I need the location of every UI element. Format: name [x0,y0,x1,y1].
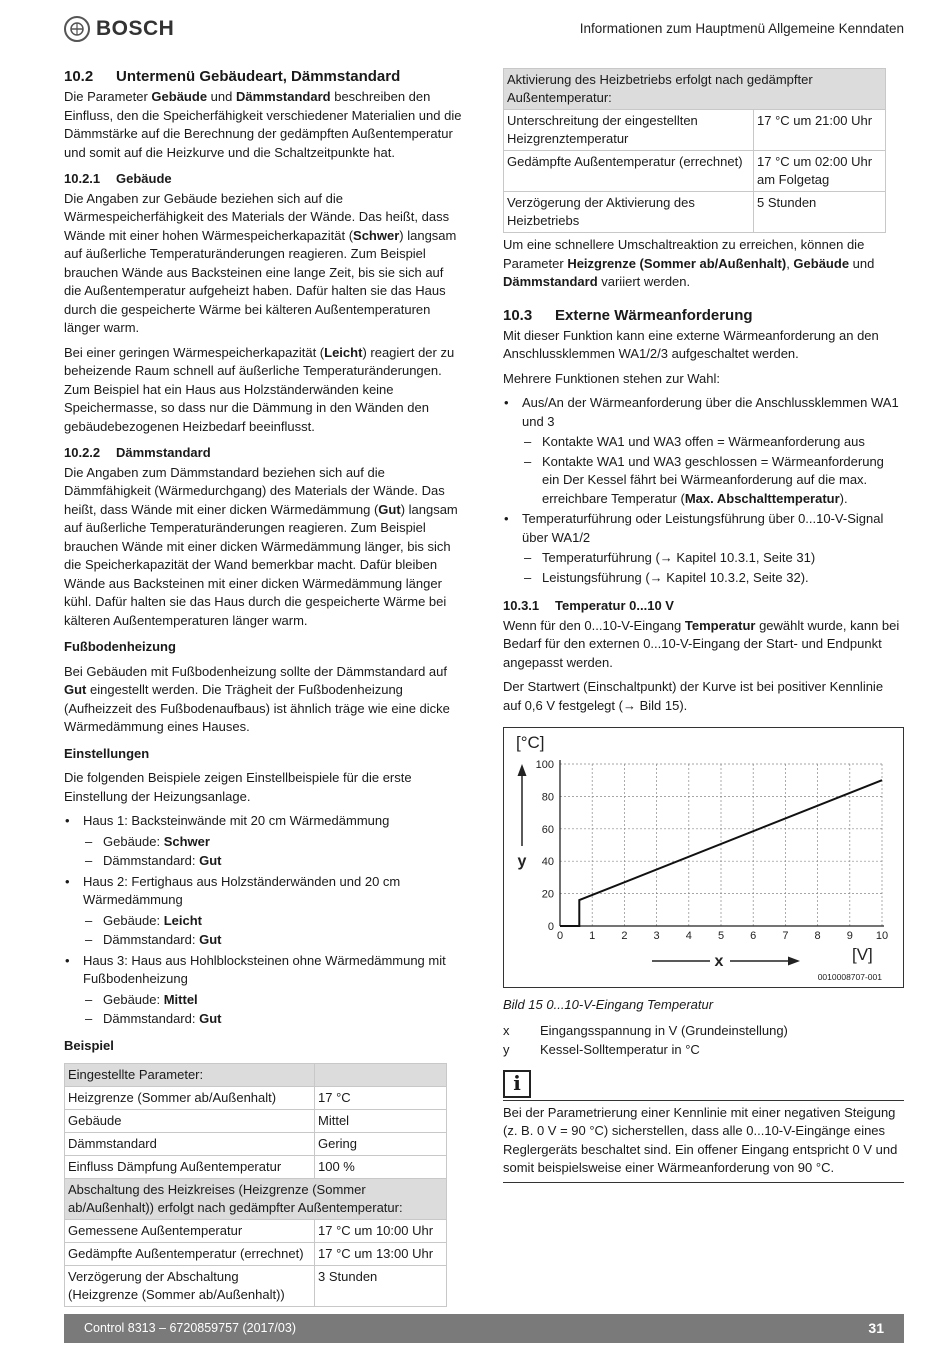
x-axis-label: x [714,953,724,970]
paragraph-gebaeude: Die Angaben zur Gebäude beziehen sich auf die Wärmespeicherfähigkeit des Materials der Wände. Das heißt, dass Wände mit einer hohen Wärmespeicherkapazität (Schwer) langsam auf äußerliche Temperaturänderungen reagieren. Zum Beispiel brauchen Wände aus Backsteinen eine lange Zeit, bis sie sich auf die Außentemperatur aufgeheizt haben. Dafür halten sie das Haus durch die gespeicherte Wärme bei kälteren Außentemperaturen länger warm. [64,190,457,335]
section-10-3-heading: 10.3 Externe Wärmeanforderung [503,306,753,324]
table-row: Einfluss Dämpfung Außentemperatur 100 % [65,1156,447,1179]
list-item: – Dämmstandard: Gut [83,931,464,950]
paragraph-daemmstandard: Die Angaben zum Dämmstandard beziehen sich auf die Dämmfähigkeit (Wärmedurchgang) des Materials der Wände. Das heißt, dass Wände mit einer dicken Wärmedämmung (Gut) langsam auf äußerliche Temperaturänderungen reagieren. Zum Beispiel brauchen Wände mit einer dicken Wärmedämmung länger, bis sich die Speicherkapazität der Wand bemerkbar macht. Dafür bleiben Wände aus Backsteinen mit einer dicken Wärmedämmung länger kühl. Dafür halten sie das Haus durch die gespeicherte Wärme bei kälteren Außentemperaturen länger warm. [64,464,458,628]
table-row: Gedämpfte Außentemperatur (errechnet) 17 °C um 02:00 Uhr am Folgetag [504,151,886,192]
x-tick-label: 9 [846,930,853,942]
page-footer [64,1314,904,1343]
x-tick-label: 2 [621,930,628,942]
table-row: Eingestellte Parameter: [65,1064,447,1087]
table-row: Dämmstandard Gering [65,1133,447,1156]
list-item: – Dämmstandard: Gut [83,852,464,871]
list-item: – Gebäude: Schwer [83,833,464,852]
y-tick-label: 60 [541,823,554,836]
paragraph-einstellungen: Die folgenden Beispiele zeigen Einstellbeispiele für die erste Einstellung der Heizungsanlage. [64,770,412,804]
left-column [64,64,464,1307]
chart-svg [504,728,902,986]
x-tick-label: 7 [782,930,789,942]
function-list [503,394,903,587]
table-row: Gebäude Mittel [65,1110,447,1133]
info-text: Bei der Parametrierung einer Kennlinie mit einer negativen Steigung (z. B. 0 V = 90 °C) sicherstellen, dass alle 0...10-V-Eingänge eines Reglergeräts beschaltet sind. Ein offener Eingang entspricht 0 V und somit beispielsweise einer Wärmeanforderung von 90 °C. [503,1104,898,1175]
table-row: Verzögerung der Aktivierung des Heizbetriebs 5 Stunden [504,192,886,233]
list-item: – Gebäude: Mittel [83,991,464,1010]
link-kapitel-10-3-1[interactable]: – Temperaturführung (→ Kapitel 10.3.1, Seite 31) [522,549,903,568]
list-item: – Dämmstandard: Gut [83,1010,464,1029]
figure-code: 0010008707-001 [817,972,882,982]
info-divider [503,1100,904,1101]
heading-fussbodenheizung: Fußbodenheizung [64,639,176,654]
bosch-armature-icon [64,16,90,42]
x-tick-label: 0 [556,930,564,942]
paragraph-funktionen: Mehrere Funktionen stehen zur Wahl: [503,370,721,386]
section-10-3-1-heading: 10.3.1 Temperatur 0...10 V [503,598,674,613]
list-item: • Temperaturführung oder Leistungsführung über 0...10-V-Signal über WA1/2 – Temperaturführung (→ Kapitel 10.3.1, Seite 31) – Leistungsführung (→ Kapitel 10.3.2, Seite 32). [503,510,903,587]
example-parameter-table [64,1063,447,1307]
bosch-logo [64,16,174,42]
list-item: – Kontakte WA1 und WA3 geschlossen = Wärmeanforderung ein Der Kessel fährt bei Wärmeanforderung auf die max. erreichbare Temperatur (Max. Abschalttemperatur). [522,453,903,509]
x-tick-label: 1 [589,930,596,942]
x-tick-label: 5 [717,930,725,942]
page-header [0,0,950,60]
x-tick-label: 10 [875,930,889,942]
x-unit-label: [V] [852,945,873,964]
x-tick-label: 3 [653,930,660,942]
y-axis-label: y [517,853,527,870]
table-row: Verzögerung der Abschaltung (Heizgrenze (Sommer ab/Außenhalt)) 3 Stunden [65,1266,447,1307]
section-10-2-1-heading: 10.2.1 Gebäude [64,171,172,186]
heading-beispiel: Beispiel [64,1037,114,1053]
table-row: Gemessene Außentemperatur 17 °C um 10:00 Uhr [65,1220,447,1243]
x-tick-label: 6 [750,930,757,942]
paragraph-extern: Mit dieser Funktion kann eine externe Wärmeanforderung an den Anschlussklemmen WA1/2/3 aufgeschaltet werden. [503,327,879,361]
paragraph-fussbodenheizung: Bei Gebäuden mit Fußbodenheizung sollte der Dämmstandard auf Gut eingestellt werden. Die Trägheit der Fußbodenheizung (Aufheizzeit des Fußbodenaufbaus) ist ähnlich träge wie eine dicke Wärmedämmung eines Hauses. [64,663,450,734]
table-row: Abschaltung des Heizkreises (Heizgrenze (Sommer ab/Außenhalt)) erfolgt nach gedämpfter Außentemperatur: [65,1179,447,1220]
house-list [64,812,464,1029]
section-10-2-heading: 10.2 Untermenü Gebäudeart, Dämmstandard [64,68,401,85]
figure-caption: Bild 15 0...10-V-Eingang Temperatur [503,997,714,1012]
table-row: Aktivierung des Heizbetriebs erfolgt nach gedämpfter Außentemperatur: [504,69,886,110]
list-item: • Haus 1: Backsteinwände mit 20 cm Wärmedämmung – Gebäude: Schwer – Dämmstandard: Gut [64,812,464,871]
paragraph-leicht: Bei einer geringen Wärmespeicherkapazität (Leicht) reagiert der zu beheizende Raum schnell auf äußerliche Temperaturänderungen. Zum Beispiel hat ein Haus aus Holzständerwänden keine Speichermasse, so dass nur die Dämmung in den Wänden den gebäudebezogenen Heizbedarf beeinflusst. [64,344,455,434]
footer-text: Control 8313 – 6720859757 (2017/03) [84,1321,296,1336]
paragraph-intro: Die Parameter Gebäude und Dämmstandard beschreiben den Einfluss, den die Speicherfähigkeit verschiedener Materialien und die Dämmstärke auf die Berechnung der gedämpften Außentemperatur und somit auf die Heizkurve und die Schaltzeitpunkte hat. [64,89,462,160]
info-note [503,1070,904,1184]
header-title: Informationen zum Hauptmenü Allgemeine Kenndaten [579,21,904,36]
legend-x: x Eingangsspannung in V (Grundeinstellung) [503,1022,788,1038]
right-column [503,64,903,1183]
list-item: – Kontakte WA1 und WA3 offen = Wärmeanforderung aus [522,433,903,452]
list-item: • Haus 3: Haus aus Hohlblocksteinen ohne Wärmedämmung mit Fußbodenheizung – Gebäude: Mittel – Dämmstandard: Gut [64,952,464,1029]
paragraph-temperatur: Wenn für den 0...10-V-Eingang Temperatur gewählt wurde, kann bei Bedarf für den externen 0...10-V-Eingang der Start- und Endpunkt angepasst werden. [503,617,900,670]
y-tick-label: 40 [541,856,554,869]
x-arrow-head-icon [788,957,800,966]
chart-0-10v-temperature [503,727,904,988]
y-tick-label: 0 [547,921,554,933]
list-item: – Gebäude: Leicht [83,912,464,931]
page-number: 31 [868,1320,884,1337]
paragraph-startwert: Der Startwert (Einschaltpunkt) der Kurve ist bei positiver Kennlinie auf 0,6 V festgelegt (→ Bild 15). [503,679,884,713]
section-10-2-2-heading: 10.2.2 Dämmstandard [64,445,211,460]
y-arrow-head-icon [518,764,527,776]
y-tick-label: 100 [535,759,554,771]
table-row: Unterschreitung der eingestellten Heizgrenztemperatur 17 °C um 21:00 Uhr [504,110,886,151]
x-tick-label: 8 [814,930,821,942]
list-item: • Aus/An der Wärmeanforderung über die Anschlussklemmen WA1 und 3 – Kontakte WA1 und WA3 offen = Wärmeanforderung aus – Kontakte WA1 und WA3 geschlossen = Wärmeanforderung ein Der Kessel fährt bei Wärmeanforderung auf die max. erreichbare Temperatur (Max. Abschalttemperatur). [503,394,903,508]
info-icon: i [503,1070,531,1098]
paragraph-umschalt: Um eine schnellere Umschaltreaktion zu erreichen, können die Parameter Heizgrenze (Sommer ab/Außenhalt), Gebäude und Dämmstandard variiert werden. [503,237,875,289]
brand-name: BOSCH [96,16,175,40]
y-tick-label: 80 [541,791,554,804]
activation-table [503,68,886,233]
table-row: Heizgrenze (Sommer ab/Außenhalt) 17 °C [65,1087,447,1110]
x-tick-label: 4 [685,930,692,942]
y-unit-label: [°C] [516,733,545,752]
table-row: Gedämpfte Außentemperatur (errechnet) 17 °C um 13:00 Uhr [65,1243,447,1266]
list-item: • Haus 2: Fertighaus aus Holzständerwänden und 20 cm Wärmedämmung – Gebäude: Leicht – Dämmstandard: Gut [64,873,464,950]
heading-einstellungen: Einstellungen [64,745,150,761]
legend-y: y Kessel-Solltemperatur in °C [503,1042,700,1057]
info-divider-bottom [503,1182,904,1184]
y-tick-label: 20 [541,888,554,901]
link-kapitel-10-3-2[interactable]: – Leistungsführung (→ Kapitel 10.3.2, Seite 32). [522,569,903,588]
